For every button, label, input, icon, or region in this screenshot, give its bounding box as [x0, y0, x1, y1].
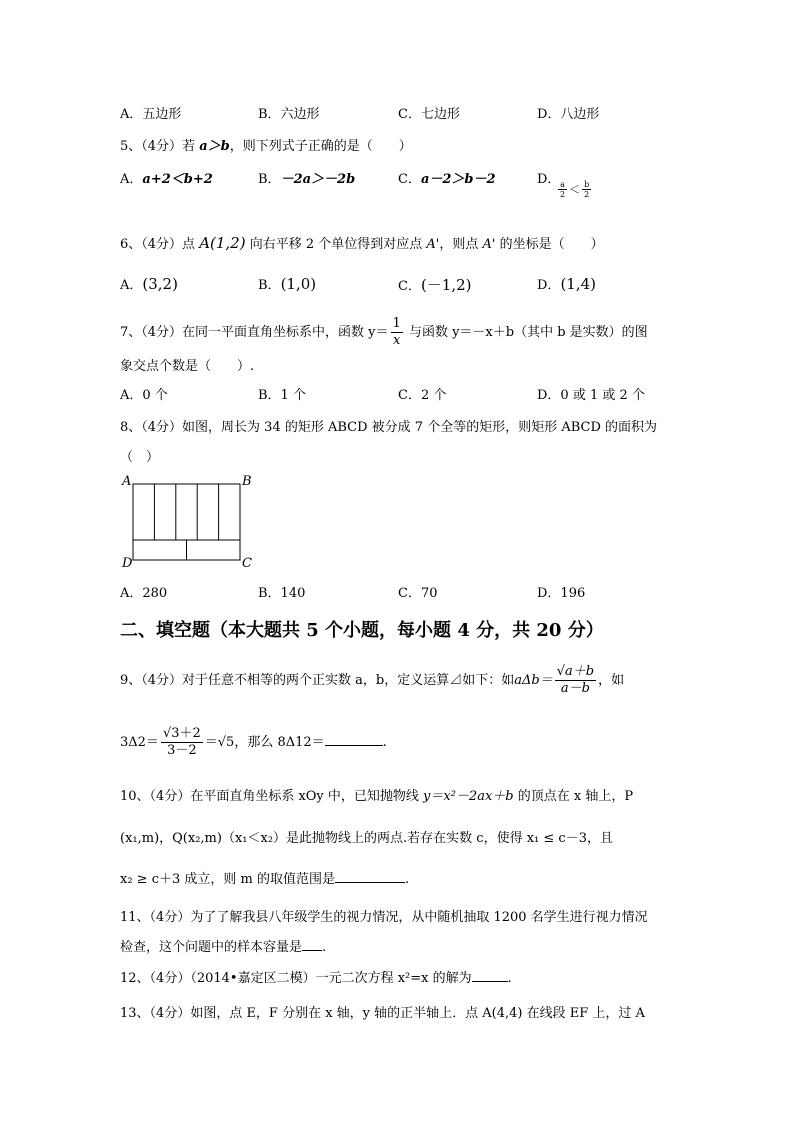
- q10-stem: [120, 785, 633, 804]
- q5-d-num2: b: [584, 180, 590, 189]
- q6-option-d-value: (1,4): [560, 275, 596, 293]
- label-b: B: [242, 474, 252, 489]
- q5-prefix: 5、（4分）若: [120, 139, 200, 154]
- answer-blank[interactable]: [325, 745, 383, 746]
- q9-example-numerator: √3＋2: [162, 726, 201, 741]
- q13-stem: 13、（4分）如图，点 E，F 分别在 x 轴，y 轴的正半轴上．点 A(4,4) 在线段 EF 上，过 A: [120, 1006, 645, 1021]
- q8-stem-line2: （ ）: [120, 450, 160, 465]
- q9-example-rhs: ＝√5: [204, 735, 235, 750]
- q5-option-d-letter: D．: [537, 172, 561, 187]
- q10-parabola: y＝x²－2ax＋b: [423, 789, 514, 804]
- q4-option-c: C．七边形: [398, 107, 460, 122]
- q5-option-b-expr: －2a＞－2b: [280, 172, 356, 187]
- fraction: [582, 180, 591, 199]
- q9-numerator: √a＋b: [556, 664, 595, 679]
- fraction: [558, 180, 567, 199]
- q7-prefix: 7、（4分）在同一平面直角坐标系中，函数 y＝: [120, 325, 389, 340]
- q5-condition: a＞b: [199, 139, 230, 154]
- q6-option-c-value: (－1,2): [420, 276, 472, 294]
- q6-option-c: [398, 274, 472, 295]
- q8-option-c: C．70: [398, 586, 438, 601]
- q6-option-c-letter: C．: [398, 279, 421, 294]
- q7-stem-line2: 象交点个数是（ ）.: [120, 359, 255, 374]
- q6-option-d: [537, 274, 596, 293]
- q6-stem: [120, 233, 604, 252]
- q9-tail: ，那么 8Δ12＝: [234, 735, 325, 750]
- q10-prefix: 10、（4分）在平面直角坐标系 xOy 中，已知抛物线: [120, 789, 424, 804]
- q6-option-b-letter: B．: [258, 278, 281, 293]
- q9-example-denominator: 3－2: [167, 743, 197, 758]
- q10-line3-text: x₂ ≥ c＋3 成立，则 m 的取值范围是: [120, 872, 335, 887]
- q5-option-b-letter: B．: [258, 172, 281, 187]
- q5-option-a-expr: a+2＜b+2: [142, 172, 213, 187]
- q12-end: .: [507, 971, 512, 986]
- q10-line2: (x₁,m)，Q(x₂,m)（x₁＜x₂）是此抛物线上的两点.若存在实数 c，使得 x₁ ≤ c－3，且: [120, 831, 613, 846]
- q5-stem: [120, 135, 412, 154]
- q10-end: .: [404, 872, 410, 887]
- q6-suffix: 的坐标是（ ）: [495, 237, 604, 252]
- q4-option-d: D．八边形: [537, 107, 600, 122]
- q7-option-b: B．1 个: [258, 388, 306, 403]
- q9-example-lhs: 3Δ2＝: [120, 735, 159, 750]
- q6-point-prime-2: A': [482, 237, 496, 252]
- q7-option-a: A．0 个: [120, 388, 168, 403]
- q6-option-a-value: (3,2): [142, 275, 178, 293]
- q9-end: .: [382, 735, 387, 750]
- q8-stem: 8、（4分）如图，周长为 34 的矩形 ABCD 被分成 7 个全等的矩形，则矩形 ABCD 的面积为: [120, 420, 658, 435]
- q8-rectangle-figure: [120, 474, 260, 570]
- q6-point: A(1,2): [199, 234, 246, 252]
- q5-option-b: [258, 168, 355, 187]
- q9-example: [120, 726, 387, 759]
- q5-suffix: ，则下列式子正确的是（ ）: [229, 139, 412, 154]
- q9-suffix: ，如: [598, 673, 625, 688]
- q10-line3: [120, 868, 409, 887]
- q11-line2: [120, 936, 326, 955]
- q8-option-a: A．280: [120, 586, 168, 601]
- label-d: D: [122, 556, 133, 571]
- q9-prefix: 9、（4分）对于任意不相等的两个正实数 a，b，定义运算⊿如下：如: [120, 673, 515, 688]
- q11-stem: 11、（4分）为了了解我县八年级学生的视力情况，从中随机抽取 1200 名学生进行视力情况: [120, 910, 648, 925]
- q8-option-d: D．196: [537, 586, 586, 601]
- q8-option-b: B．140: [258, 586, 306, 601]
- fraction: [161, 726, 203, 759]
- q7-option-c: C．2 个: [398, 388, 447, 403]
- q5-d-den1: 2: [560, 190, 566, 199]
- q5-option-c-expr: a－2＞b－2: [420, 172, 496, 187]
- q5-d-den2: 2: [584, 190, 590, 199]
- q6-option-b-value: (1,0): [280, 275, 317, 293]
- q7-option-d: D．0 或 1 或 2 个: [537, 388, 645, 403]
- q5-option-a-letter: A．: [120, 172, 143, 187]
- q6-option-b: [258, 274, 316, 293]
- answer-blank[interactable]: [472, 981, 508, 982]
- fraction: [391, 316, 403, 349]
- q5-d-num1: a: [558, 180, 567, 190]
- q6-point-prime: A': [426, 237, 440, 252]
- q12-prefix: 12、（4分）（2014•嘉定区二模）一元二次方程 x²=x 的解为: [120, 971, 472, 986]
- label-c: C: [242, 556, 252, 571]
- q6-option-a: [120, 274, 178, 293]
- q5-d-relation: ＜: [569, 183, 581, 196]
- q11-line2-text: 检查，这个问题中的样本容量是: [120, 940, 303, 955]
- q7-denominator: x: [393, 333, 401, 348]
- label-a: A: [122, 474, 132, 489]
- q9-denominator: a－b: [560, 681, 590, 696]
- fraction: [555, 664, 596, 697]
- answer-blank[interactable]: [302, 950, 322, 951]
- q7-numerator: 1: [392, 316, 401, 331]
- q7-stem: [120, 316, 648, 349]
- section-title: 二、填空题（本大题共 5 个小题，每小题 4 分，共 20 分）: [120, 620, 604, 641]
- q4-option-b: B．六边形: [258, 107, 320, 122]
- q6-middle2: ，则点: [439, 237, 483, 252]
- q11-end: .: [322, 940, 327, 955]
- q9-lhs: aΔb＝: [514, 673, 553, 688]
- rectangle-diagram: [120, 474, 260, 570]
- q5-option-c-letter: C．: [398, 172, 421, 187]
- q9-stem: [120, 664, 624, 697]
- q4-option-a: A．五边形: [120, 107, 182, 122]
- q12-stem: [120, 967, 512, 986]
- q6-middle: 向右平移 2 个单位得到对应点: [245, 237, 427, 252]
- q6-option-d-letter: D．: [537, 278, 561, 293]
- q5-option-a: [120, 168, 213, 187]
- q6-option-a-letter: A．: [120, 278, 143, 293]
- q10-suffix: 的顶点在 x 轴上，P: [513, 789, 634, 804]
- answer-blank[interactable]: [335, 882, 405, 883]
- q6-prefix: 6、（4分）点: [120, 237, 200, 252]
- q5-option-d-expr: [556, 180, 593, 199]
- q5-option-c: [398, 168, 496, 187]
- q7-suffix: 与函数 y＝－x＋b（其中 b 是实数）的图: [404, 325, 648, 340]
